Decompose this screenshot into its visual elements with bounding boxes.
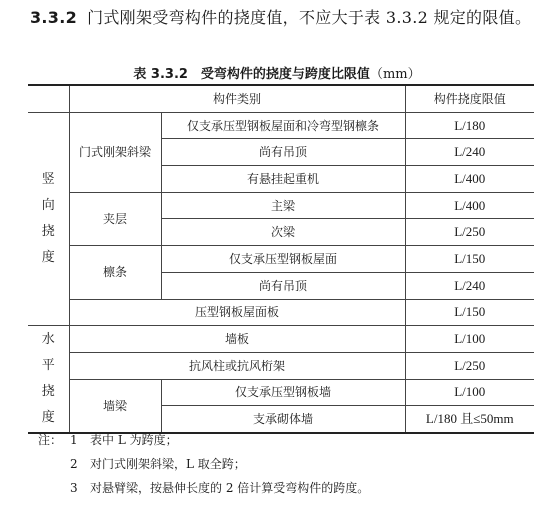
- row-description: 尚有吊顶: [161, 139, 405, 166]
- row-limit: L/150: [405, 246, 534, 273]
- row-description: 仅支承压型钢板墙: [161, 379, 405, 406]
- row-description: 主梁: [161, 192, 405, 219]
- header-member-type: 构件类别: [69, 85, 405, 112]
- table-caption: [0, 63, 554, 82]
- table-header-row: [28, 85, 534, 112]
- row-limit: L/250: [405, 219, 534, 246]
- table-row: [28, 299, 534, 326]
- table-row: [28, 192, 534, 219]
- group-purlin: 檩条: [69, 246, 161, 299]
- note-text: 对门式刚架斜梁，L 取全跨；: [90, 457, 246, 471]
- note-number: 1: [70, 433, 78, 447]
- row-limit: L/240: [405, 139, 534, 166]
- group-wall-beam: 墙梁: [69, 379, 161, 433]
- note-item: [38, 476, 538, 500]
- table-row: [28, 352, 534, 379]
- table-caption-title: 表 3.3.2 受弯构件的挠度与跨度比限值: [133, 67, 370, 82]
- row-limit: L/400: [405, 192, 534, 219]
- vertical-deflection-label: 竖 向 挠 度: [28, 112, 69, 326]
- row-limit: L/180: [405, 112, 534, 139]
- row-limit: L/100: [405, 379, 534, 406]
- row-description: 支承砌体墙: [161, 406, 405, 433]
- note-text: 表中 L 为跨度；: [90, 433, 178, 447]
- header-deflection-limit: 构件挠度限值: [405, 85, 534, 112]
- row-description: 抗风柱或抗风桁架: [69, 352, 405, 379]
- clause-text: 门式刚架受弯构件的挠度值，不应大于表 3.3.2 规定的限值。: [87, 8, 532, 27]
- row-description: 压型钢板屋面板: [69, 299, 405, 326]
- row-description: 有悬挂起重机: [161, 166, 405, 193]
- row-description: 仅支承压型钢板屋面和冷弯型钢檩条: [161, 112, 405, 139]
- deflection-limits-table: [28, 84, 534, 434]
- table-row: [28, 246, 534, 273]
- table-row: [28, 112, 534, 139]
- notes-lead-label: 注：: [38, 433, 63, 447]
- header-corner-cell: [28, 85, 69, 112]
- note-item: [38, 428, 538, 452]
- note-number: 2: [70, 457, 78, 471]
- note-text: 对悬臂梁，按悬伸长度的 2 倍计算受弯构件的跨度。: [90, 481, 370, 495]
- note-number: 3: [70, 481, 78, 495]
- row-limit: L/180 且≤50mm: [405, 406, 534, 433]
- table-row: [28, 379, 534, 406]
- row-limit: L/100: [405, 326, 534, 353]
- table-notes: [38, 428, 538, 500]
- row-limit: L/150: [405, 299, 534, 326]
- group-portal-frame-beam: 门式刚架斜梁: [69, 112, 161, 192]
- table-row: [28, 326, 534, 353]
- horizontal-deflection-label: 水 平 挠 度: [28, 326, 69, 433]
- clause-paragraph: [30, 6, 545, 30]
- row-description: 墙板: [69, 326, 405, 353]
- row-limit: L/240: [405, 272, 534, 299]
- note-item: [38, 452, 538, 476]
- clause-number: 3.3.2: [30, 8, 78, 27]
- row-description: 尚有吊顶: [161, 272, 405, 299]
- row-description: 次梁: [161, 219, 405, 246]
- row-limit: L/250: [405, 352, 534, 379]
- row-limit: L/400: [405, 166, 534, 193]
- row-description: 仅支承压型钢板屋面: [161, 246, 405, 273]
- table-caption-unit: （mm）: [369, 67, 421, 82]
- group-mezzanine: 夹层: [69, 192, 161, 245]
